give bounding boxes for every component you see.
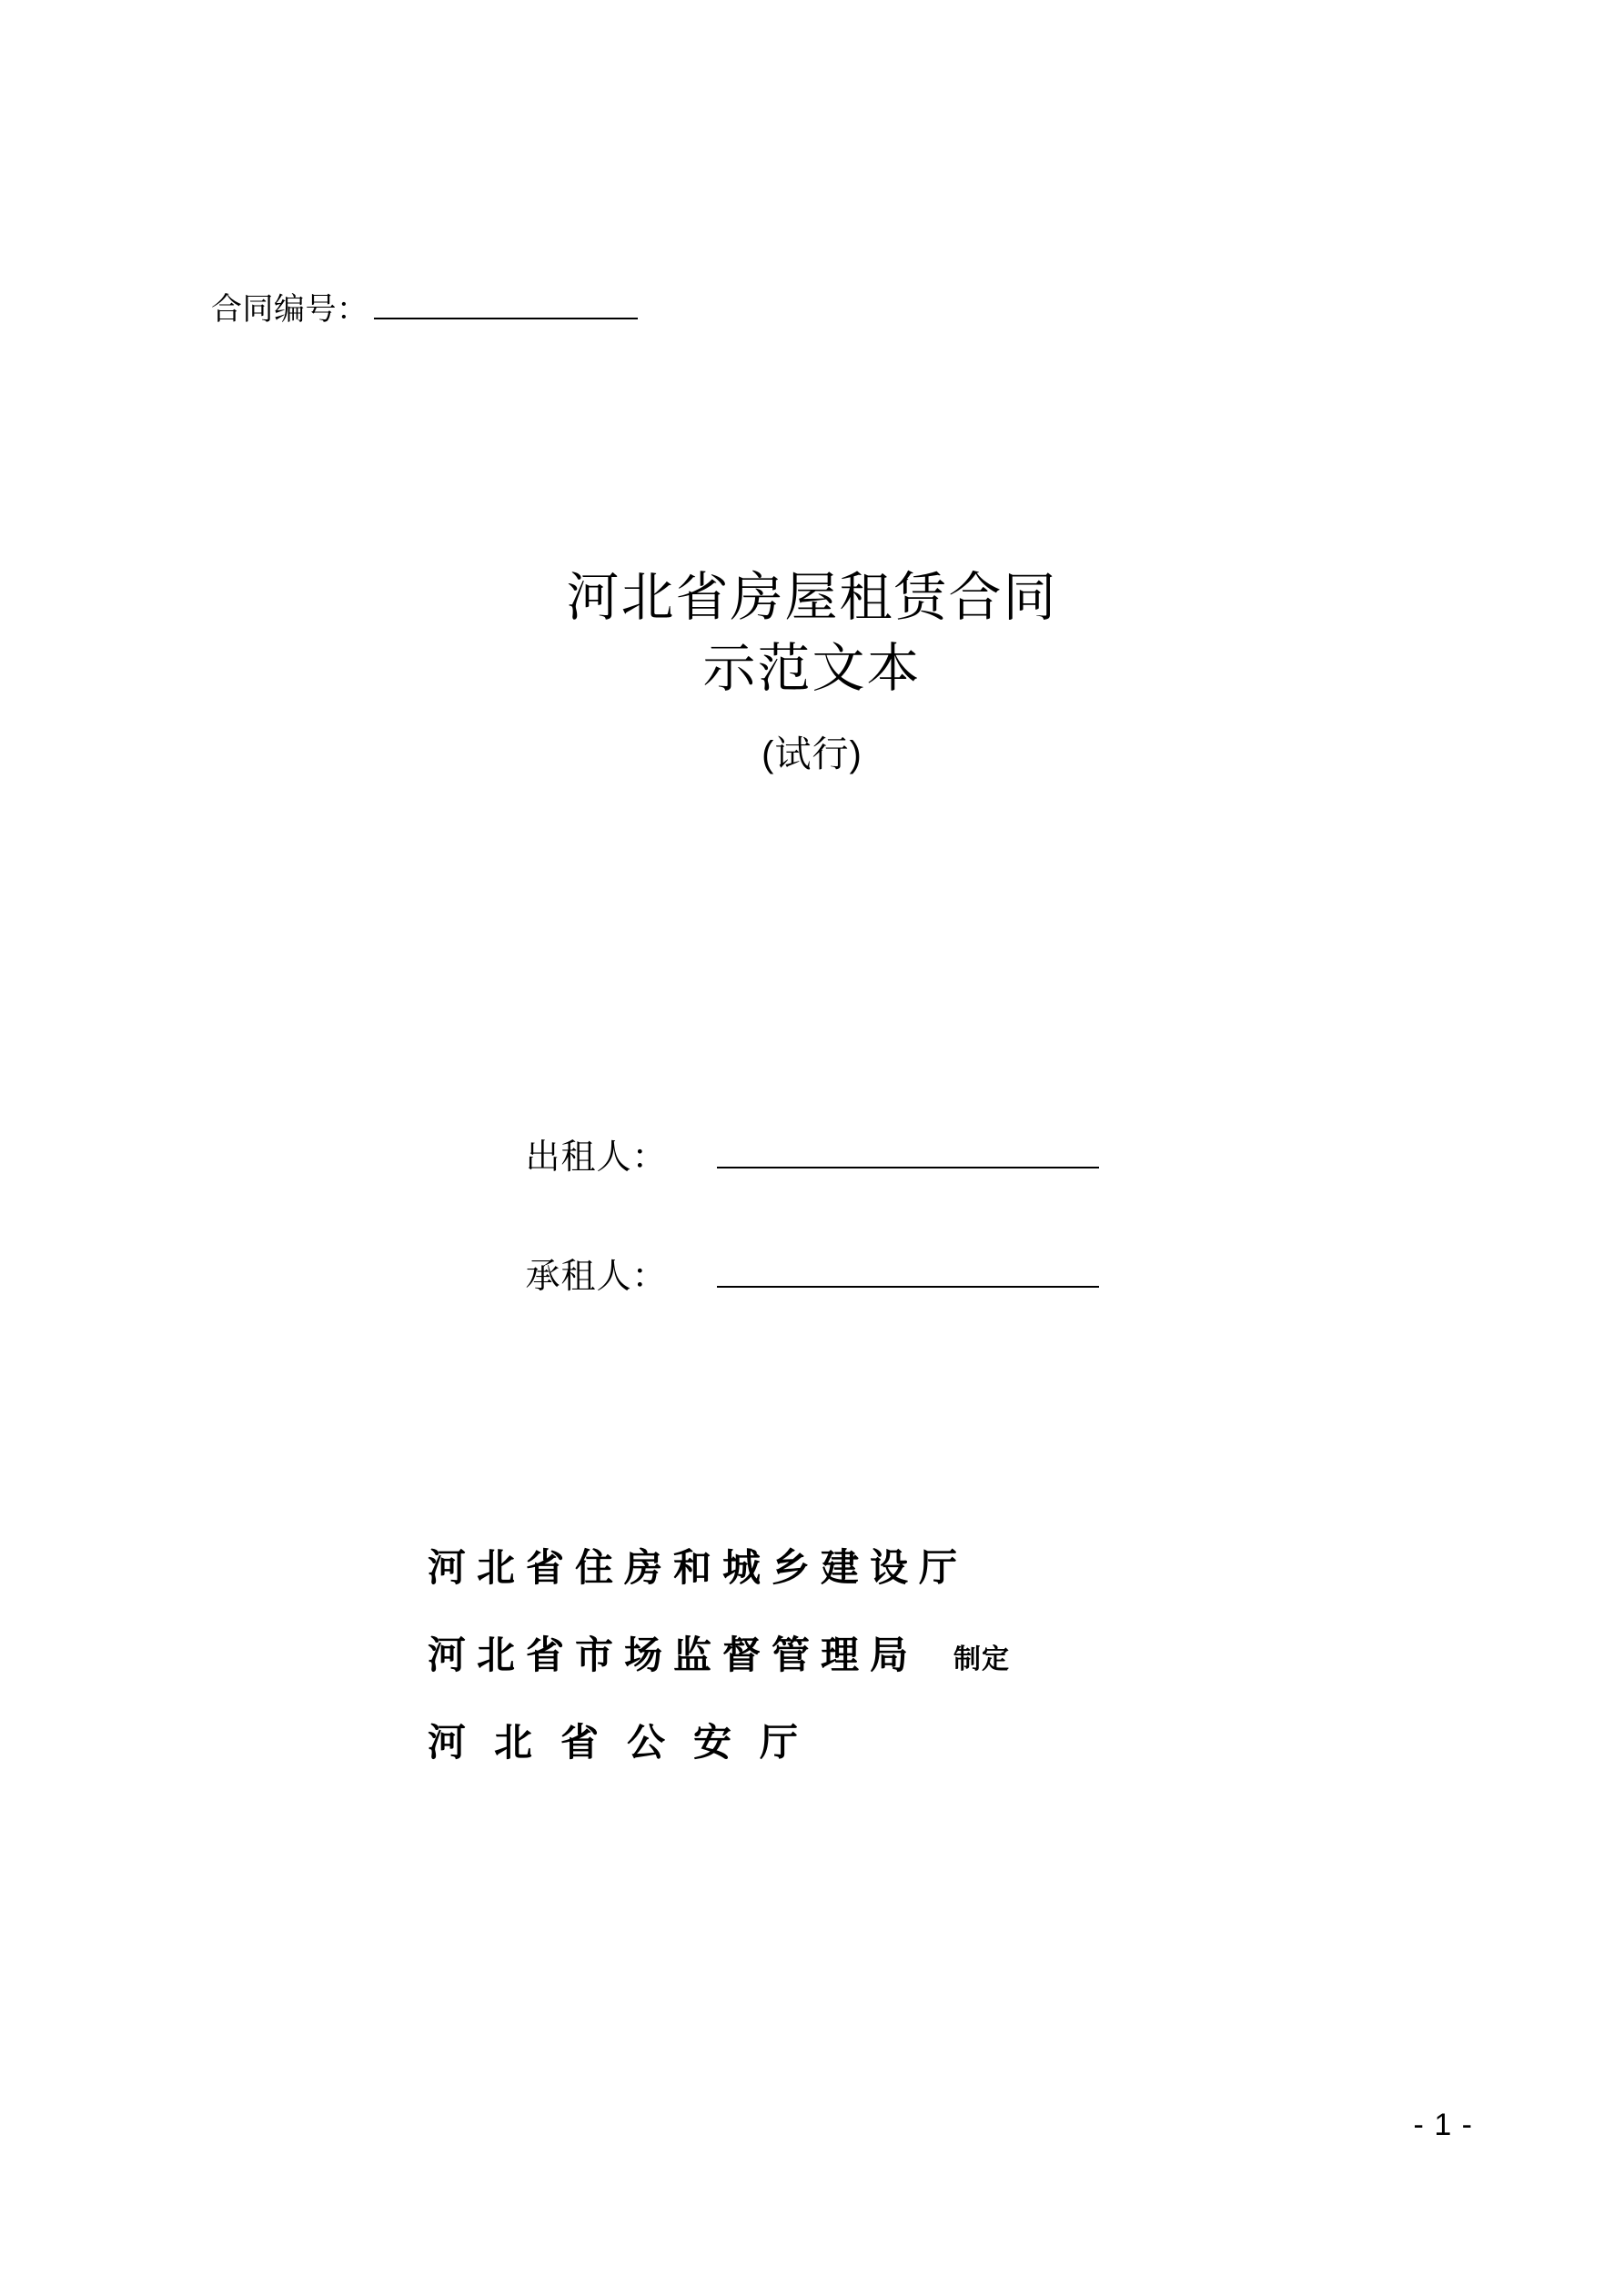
lessor-label: 出租人： <box>525 1138 668 1177</box>
authority-name-public-security: 河北省公安厅 <box>428 1721 827 1764</box>
authority-row-2 <box>428 1625 1010 1680</box>
parties-section <box>0 1128 1624 1367</box>
lessor-blank[interactable] <box>717 1136 1099 1168</box>
document-title-block <box>0 562 1624 780</box>
issuing-authorities <box>428 1538 1010 1800</box>
contract-number-field <box>211 284 638 329</box>
page-title-line-2: 示范文本 <box>702 639 922 699</box>
page-title-line-1: 河北省房屋租赁合同 <box>566 568 1058 627</box>
contract-number-label: 合同编号： <box>211 292 368 327</box>
authority-name-housing: 河北省住房和城乡建设厅 <box>428 1546 969 1589</box>
lessee-label: 承租人： <box>525 1258 668 1296</box>
lessee-blank[interactable] <box>717 1255 1099 1288</box>
page-subtitle: (试行) <box>762 733 862 774</box>
page-number: - 1 - <box>1413 2108 1473 2142</box>
authority-row-1 <box>428 1538 1010 1593</box>
authority-name-market-regulation: 河北省市场监督管理局 <box>428 1633 920 1676</box>
party-row-lessee <box>0 1248 1624 1298</box>
contract-number-blank[interactable] <box>374 290 638 319</box>
authority-suffix-issued-by: 制定 <box>953 1644 1011 1674</box>
authority-row-3 <box>428 1713 1010 1767</box>
party-row-lessor <box>0 1128 1624 1178</box>
